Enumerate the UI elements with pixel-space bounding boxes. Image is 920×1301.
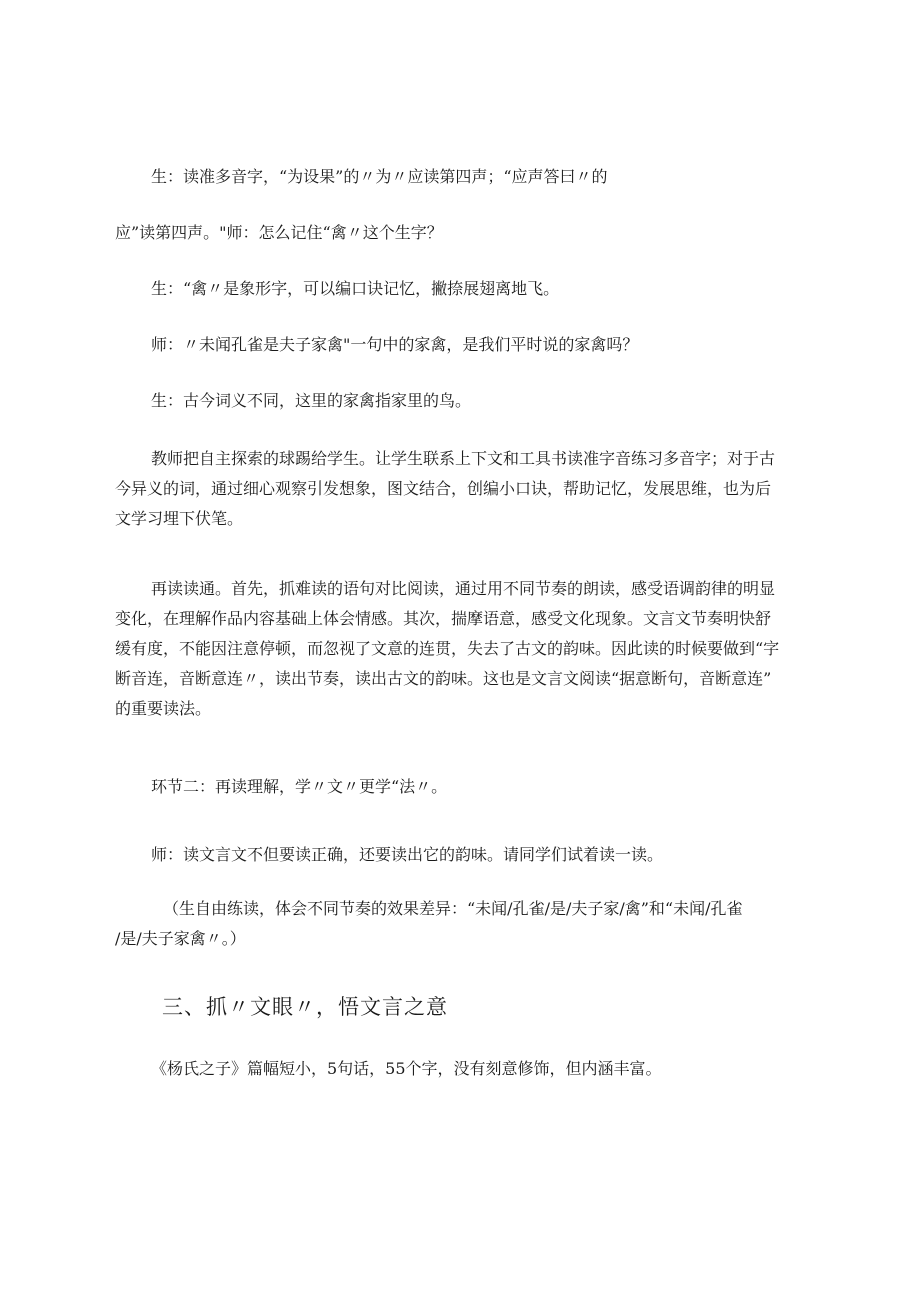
section-step-two: 环节二：再读理解，学〃文〃更学“法〃。 [151, 777, 448, 796]
dialogue-line-4: 师：〃未闻孔雀是夫子家禽"一句中的家禽，是我们平时说的家禽吗？ [151, 335, 639, 354]
dialogue-line-2: 应”读第四声。"师：怎么记住“禽〃这个生字？ [115, 223, 443, 242]
dialogue-line-5: 生：古今词义不同，这里的家禽指家里的鸟。 [151, 391, 472, 410]
dialogue-line-3: 生：“禽〃是象形字，可以编口诀记忆，撇捺展翅离地飞。 [151, 279, 560, 298]
paragraph-line: 再读读通。首先，抓难读的语句对比阅读，通过用不同节奏的朗读，感受语调韵律的明显 [151, 579, 776, 598]
paragraph-line: 断音连，音断意连〃，读出节奏，读出古文的韵味。这也是文言文阅读“据意断句，音断意连” [115, 669, 772, 688]
paragraph-line: 文学习埋下伏笔。 [115, 509, 244, 528]
paragraph-practice [115, 894, 815, 954]
paragraph-line: 教师把自主探索的球踢给学生。让学生联系上下文和工具书读准字音练习多音字；对于古 [151, 449, 776, 468]
dialogue-line-1: 生：读准多音字，“为设果”的〃为〃应读第四声；“应声答曰〃的 [151, 167, 608, 186]
section-heading-three: 三、抓〃文眼〃，悟文言之意 [162, 995, 448, 1019]
paragraph-line: 的重要读法。 [115, 699, 212, 718]
paragraph-line: （生自由练读，体会不同节奏的效果差异：“未闻/孔雀/是/夫子家/禽”和“未闻/孔雀 [163, 899, 743, 918]
paragraph-line: 缓有度，不能因注意停顿，而忽视了文意的连贯，失去了古文的韵味。因此读的时候要做到“字 [115, 639, 780, 658]
paragraph-line: /是/夫子家禽〃。） [115, 929, 246, 948]
paragraph-line: 今异义的词，通过细心观察引发想象，图文结合，创编小口诀，帮助记忆，发展思维，也为后 [115, 479, 772, 498]
teacher-instruction: 师：读文言文不但要读正确，还要读出它的韵味。请同学们试着读一读。 [151, 845, 664, 864]
paragraph-reread [115, 574, 815, 724]
paragraph-line: 变化，在理解作品内容基础上体会情感。其次，揣摩语意，感受文化现象。文言文节奏明快舒 [115, 609, 772, 628]
intro-line: 《杨氏之子》篇幅短小，5句话，55个字，没有刻意修饰，但内涵丰富。 [151, 1059, 662, 1078]
paragraph-teacher-guidance [115, 444, 815, 534]
